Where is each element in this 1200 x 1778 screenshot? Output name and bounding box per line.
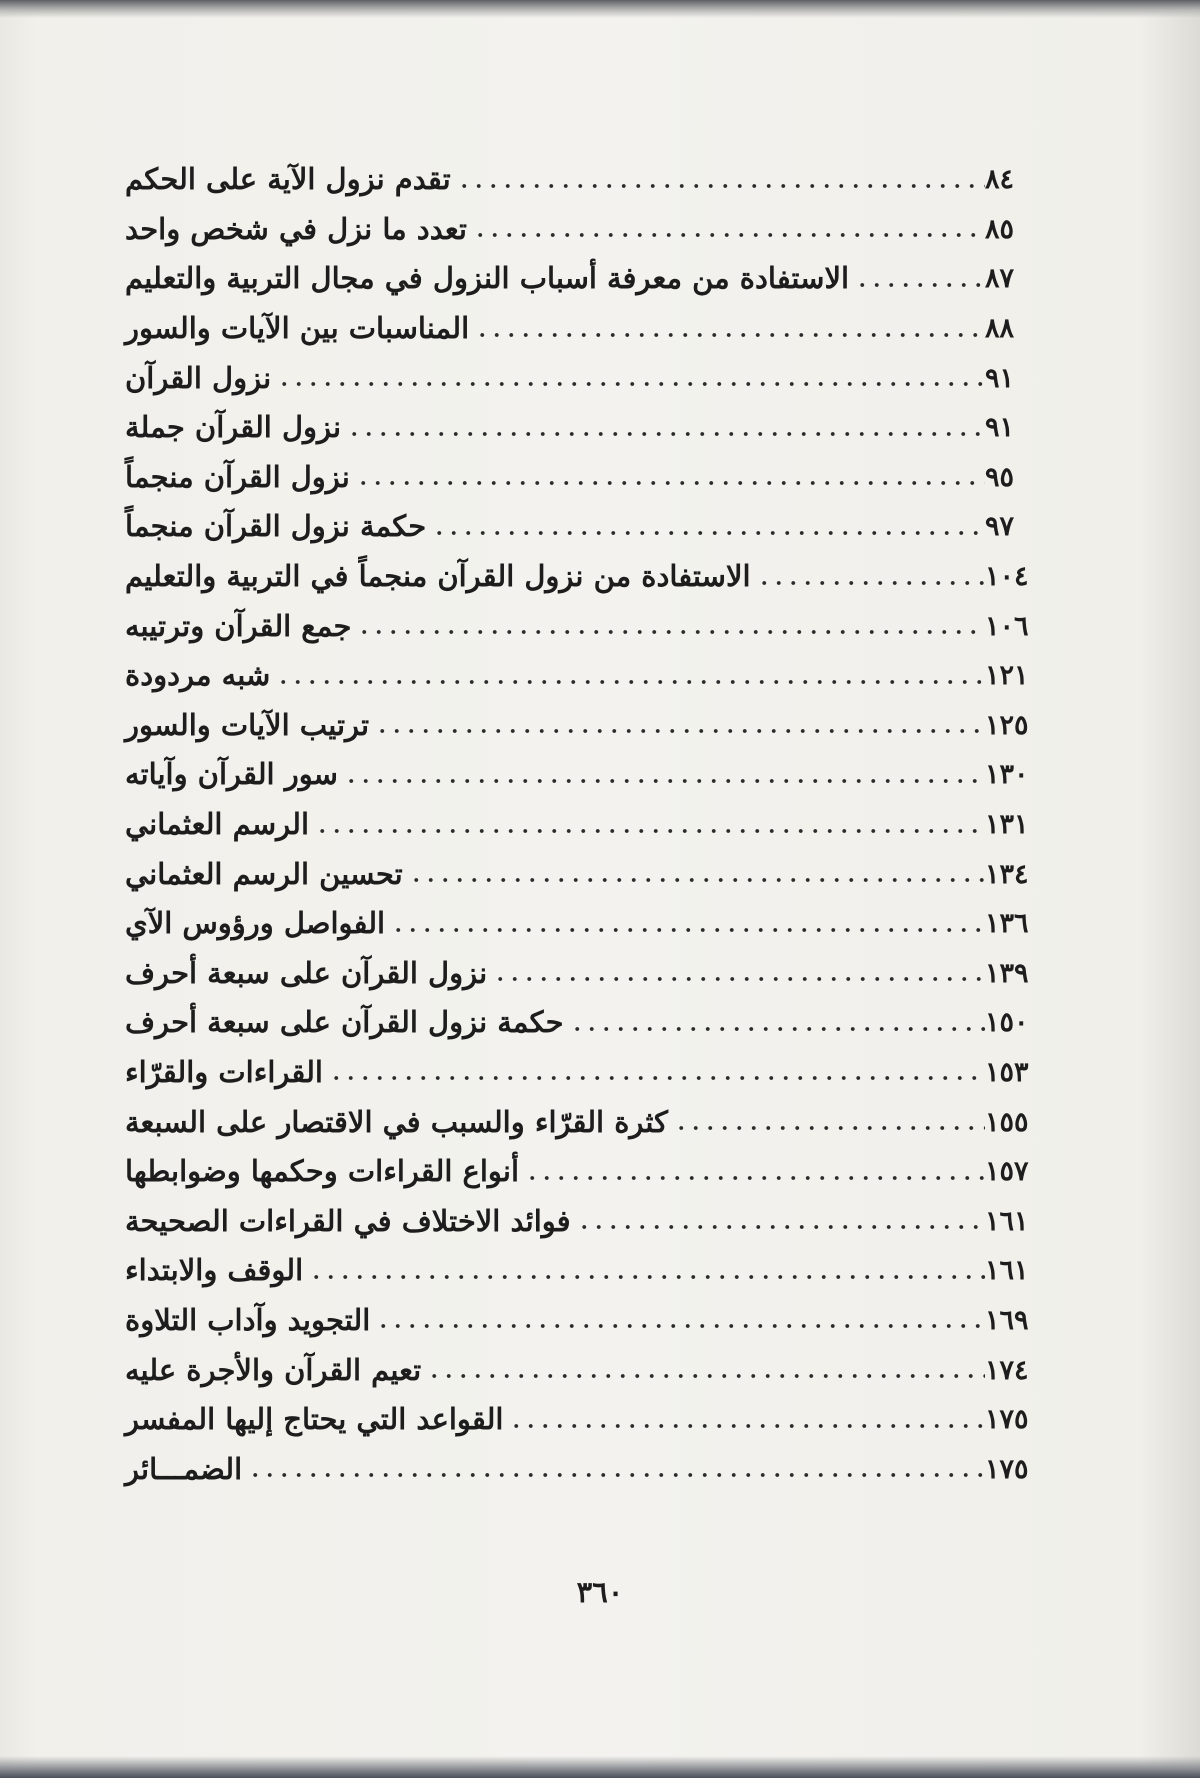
- toc-entry: [115, 750, 1033, 800]
- toc-entry-title: التجويد وآداب التلاوة: [125, 1302, 371, 1337]
- page-number: ٣٦٠: [576, 1575, 624, 1609]
- dot-leader: [409, 877, 985, 883]
- toc-entry: [115, 1097, 1033, 1147]
- toc-entry: [115, 800, 1033, 850]
- dot-leader: [525, 1175, 985, 1181]
- toc-entry-page: ٩٥: [985, 461, 1015, 493]
- toc-entry-title: نزول القرآن: [125, 360, 272, 395]
- toc-entry-title: تعيم القرآن والأجرة عليه: [125, 1352, 422, 1387]
- toc-entry-page: ٨٥: [985, 213, 1015, 245]
- toc-entry-title: سور القرآن وآياته: [125, 757, 338, 792]
- toc-entry-page: ١٠٦: [985, 610, 1029, 642]
- toc-entry-title: تعدد ما نزل في شخص واحد: [125, 211, 467, 246]
- toc-entry-title: جمع القرآن وترتيبه: [125, 608, 352, 643]
- dot-leader: [457, 183, 985, 189]
- dot-leader: [347, 431, 985, 437]
- dot-leader: [376, 1323, 985, 1329]
- toc-entry-page: ١٦١: [985, 1205, 1029, 1237]
- toc-entry-page: ١٣٩: [985, 957, 1029, 989]
- toc-entry-title: الضمـــائر: [125, 1451, 243, 1486]
- toc-entry-page: ٨٧: [985, 263, 1015, 295]
- dot-leader: [356, 480, 985, 486]
- toc-entry-title: القراءات والقرّاء: [125, 1054, 323, 1089]
- toc-entry-page: ١٦١: [985, 1255, 1029, 1287]
- toc-entry: [115, 304, 1033, 354]
- dot-leader: [432, 530, 985, 536]
- toc-entry: [115, 1444, 1033, 1494]
- toc-entry: [115, 403, 1033, 453]
- toc-entry: [115, 998, 1033, 1048]
- toc-entry-page: ١٧٤: [985, 1354, 1029, 1386]
- dot-leader: [391, 927, 985, 933]
- toc-entry-page: ٨٨: [985, 313, 1015, 345]
- dot-leader: [757, 580, 985, 586]
- toc-entry: [115, 155, 1033, 205]
- dot-leader: [315, 828, 985, 834]
- toc-entry-title: فوائد الاختلاف في القراءات الصحيحة: [125, 1203, 571, 1238]
- toc-entry-title: شبه مردودة: [125, 658, 271, 693]
- dot-leader: [276, 679, 985, 685]
- toc-entry-title: حكمة نزول القرآن على سبعة أحرف: [125, 1005, 564, 1040]
- toc-entry: [115, 1345, 1033, 1395]
- toc-entry-page: ١٣٠: [985, 759, 1029, 791]
- toc-entry: [115, 502, 1033, 552]
- toc-entry-title: الرسم العثماني: [125, 807, 310, 842]
- dot-leader: [570, 1026, 985, 1032]
- dot-leader: [493, 976, 985, 982]
- dot-leader: [577, 1224, 985, 1230]
- toc-entry: [115, 254, 1033, 304]
- toc-entry: [115, 651, 1033, 701]
- table-of-contents: [115, 155, 1033, 1494]
- toc-entry: [115, 701, 1033, 751]
- toc-entry: [115, 353, 1033, 403]
- toc-entry-page: ١٣٦: [985, 908, 1029, 940]
- toc-entry-page: ١٥٣: [985, 1056, 1029, 1088]
- toc-entry: [115, 1395, 1033, 1445]
- toc-entry: [115, 899, 1033, 949]
- toc-entry-page: ١٧٥: [985, 1453, 1029, 1485]
- toc-entry-title: القواعد التي يحتاج إليها المفسر: [125, 1402, 504, 1437]
- toc-entry-page: ١٢١: [985, 660, 1029, 692]
- toc-entry-title: الاستفادة من نزول القرآن منجماً في التربية والتعليم: [125, 559, 751, 594]
- toc-entry-page: ١٣٤: [985, 858, 1029, 890]
- toc-entry: [115, 1296, 1033, 1346]
- toc-entry-title: ترتيب الآيات والسور: [125, 707, 370, 742]
- toc-entry-page: ١٥٧: [985, 1156, 1029, 1188]
- toc-entry-title: نزول القرآن على سبعة أحرف: [125, 955, 488, 990]
- dot-leader: [473, 232, 985, 238]
- toc-entry-page: ١٦٩: [985, 1304, 1029, 1336]
- toc-entry: [115, 949, 1033, 999]
- toc-entry: [115, 1246, 1033, 1296]
- page-edge-bottom: [0, 1756, 1200, 1778]
- toc-entry-page: ١٢٥: [985, 709, 1029, 741]
- toc-entry: [115, 1196, 1033, 1246]
- toc-entry-page: ١٠٤: [985, 561, 1029, 593]
- toc-entry: [115, 1048, 1033, 1098]
- toc-entry-title: الاستفادة من معرفة أسباب النزول في مجال التربية والتعليم: [125, 261, 850, 296]
- dot-leader: [674, 1125, 985, 1131]
- dot-leader: [344, 778, 985, 784]
- toc-entry-title: كثرة القرّاء والسبب في الاقتصار على السبعة: [125, 1104, 668, 1139]
- dot-leader: [375, 728, 985, 734]
- toc-entry-title: الفواصل ورؤوس الآي: [125, 906, 386, 941]
- toc-entry: [115, 453, 1033, 503]
- toc-entry-page: ١٥٥: [985, 1106, 1029, 1138]
- dot-leader: [475, 332, 985, 338]
- dot-leader: [855, 282, 985, 288]
- dot-leader: [277, 381, 985, 387]
- toc-entry-page: ٩٧: [985, 511, 1015, 543]
- dot-leader: [248, 1472, 985, 1478]
- toc-entry-title: نزول القرآن جملة: [125, 410, 342, 445]
- dot-leader: [329, 1075, 985, 1081]
- toc-entry: [115, 205, 1033, 255]
- dot-leader: [309, 1274, 985, 1280]
- toc-entry-page: ١٣١: [985, 809, 1029, 841]
- toc-entry-title: تحسين الرسم العثماني: [125, 856, 403, 891]
- toc-entry-page: ١٧٥: [985, 1404, 1029, 1436]
- page-edge-top: [0, 0, 1200, 18]
- toc-entry-page: ٨٤: [985, 164, 1015, 196]
- toc-entry-title: الوقف والابتداء: [125, 1253, 304, 1288]
- toc-entry-title: المناسبات بين الآيات والسور: [125, 311, 470, 346]
- toc-entry-title: تقدم نزول الآية على الحكم: [125, 162, 451, 197]
- toc-entry-page: ١٥٠: [985, 1007, 1029, 1039]
- toc-entry-title: حكمة نزول القرآن منجماً: [125, 509, 427, 544]
- dot-leader: [427, 1373, 985, 1379]
- toc-entry-title: أنواع القراءات وحكمها وضوابطها: [125, 1154, 520, 1189]
- toc-entry-title: نزول القرآن منجماً: [125, 459, 350, 494]
- toc-entry: [115, 849, 1033, 899]
- toc-entry-page: ٩١: [985, 412, 1015, 444]
- toc-entry: [115, 601, 1033, 651]
- dot-leader: [357, 629, 985, 635]
- toc-entry: [115, 552, 1033, 602]
- toc-entry-page: ٩١: [985, 362, 1015, 394]
- toc-entry: [115, 1147, 1033, 1197]
- dot-leader: [509, 1423, 985, 1429]
